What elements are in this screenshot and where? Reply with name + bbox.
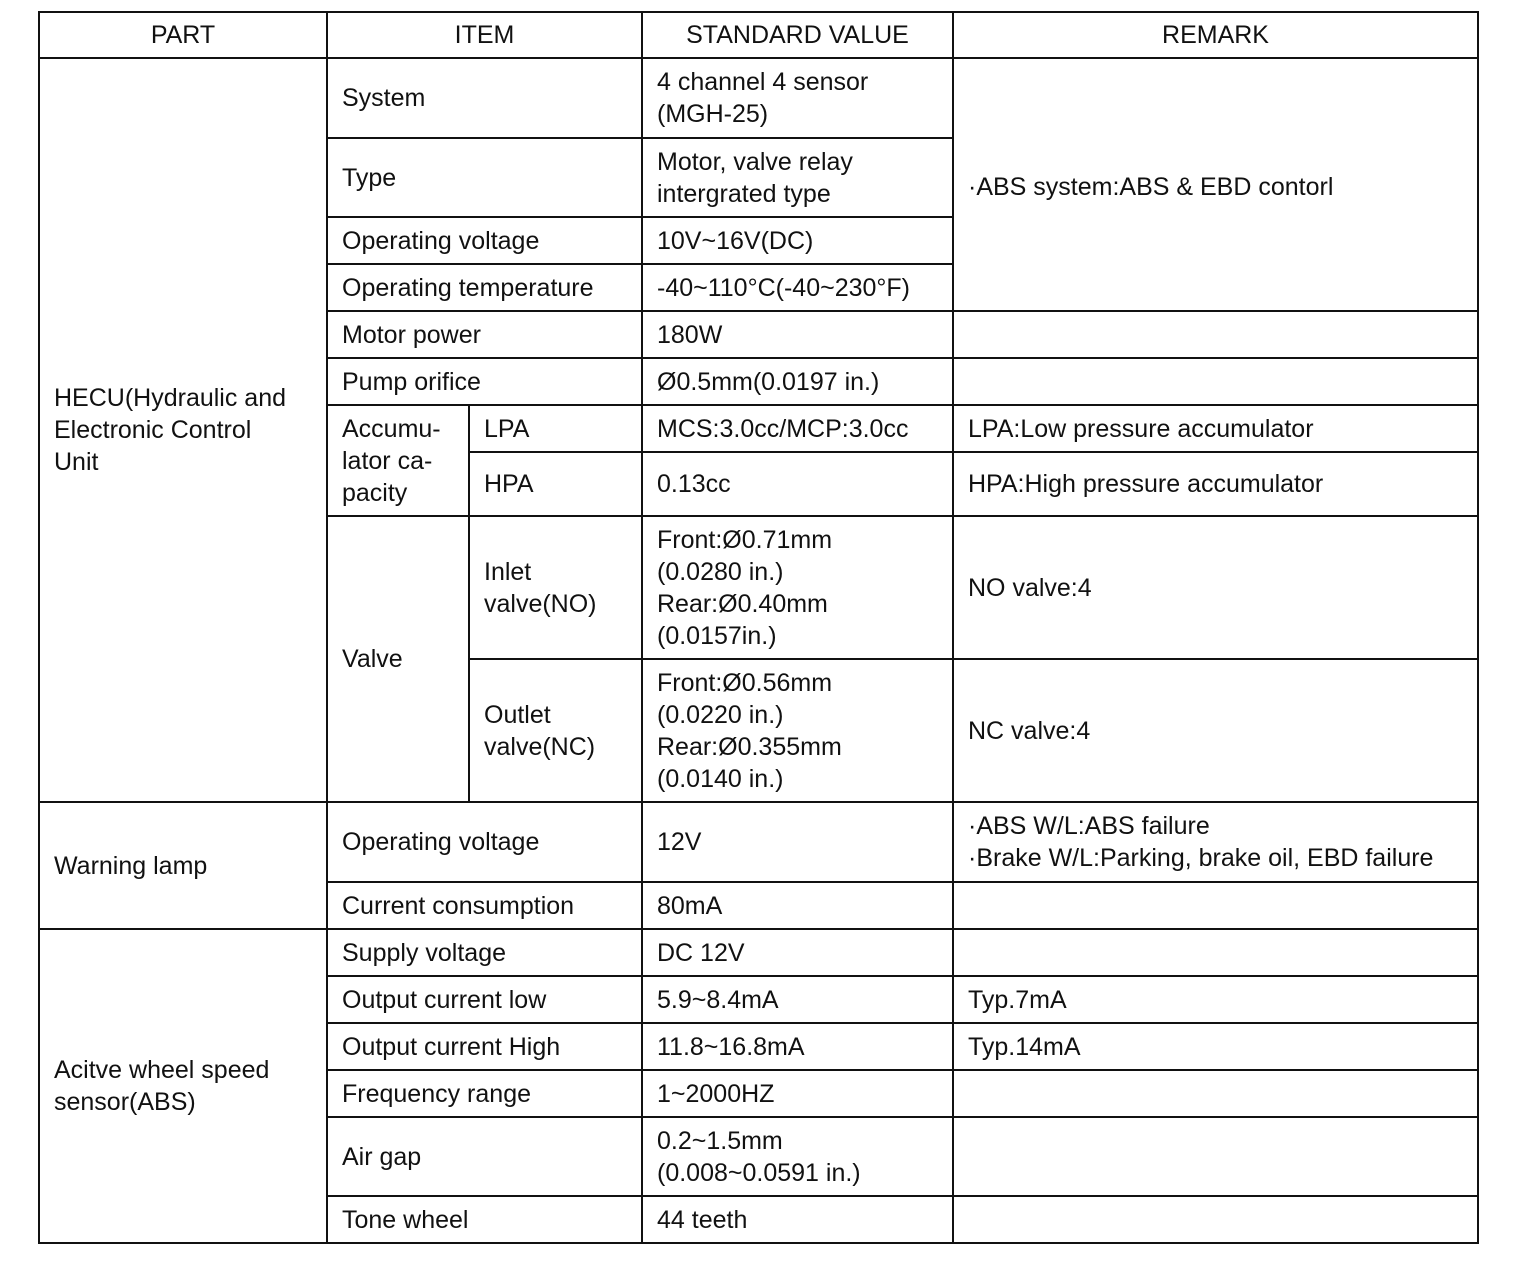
value-warning-operating-voltage: 12V [642,802,953,882]
item-valve: Valve [327,516,469,802]
value-inlet-valve: Front:Ø0.71mm (0.0280 in.) Rear:Ø0.40mm (0.0157in.) [642,516,953,659]
item-lpa: LPA [469,405,642,452]
value-motor-power: 180W [642,311,953,358]
value-current-consumption: 80mA [642,882,953,929]
item-system: System [327,58,642,138]
value-lpa: MCS:3.0cc/MCP:3.0cc [642,405,953,452]
part-wheel-speed-sensor: Acitve wheel speed sensor(ABS) [39,929,327,1243]
item-frequency-range: Frequency range [327,1070,642,1117]
remark-output-current-high: Typ.14mA [953,1023,1478,1070]
table-row [39,802,1478,882]
header-item: ITEM [327,12,642,58]
remark-air-gap [953,1117,1478,1196]
value-operating-temperature: -40~110°C(-40~230°F) [642,264,953,311]
item-tone-wheel: Tone wheel [327,1196,642,1243]
value-tone-wheel: 44 teeth [642,1196,953,1243]
remark-tone-wheel [953,1196,1478,1243]
item-output-current-high: Output current High [327,1023,642,1070]
item-hpa: HPA [469,452,642,516]
value-pump-orifice: Ø0.5mm(0.0197 in.) [642,358,953,405]
item-accumulator-capacity: Accumu- lator ca- pacity [327,405,469,516]
value-hpa: 0.13cc [642,452,953,516]
item-operating-voltage: Operating voltage [327,217,642,264]
item-air-gap: Air gap [327,1117,642,1196]
header-part: PART [39,12,327,58]
value-air-gap: 0.2~1.5mm (0.008~0.0591 in.) [642,1117,953,1196]
item-current-consumption: Current consumption [327,882,642,929]
part-warning-lamp: Warning lamp [39,802,327,929]
remark-abs-system: ·ABS system:ABS & EBD contorl [953,58,1478,311]
value-frequency-range: 1~2000HZ [642,1070,953,1117]
remark-frequency-range [953,1070,1478,1117]
item-pump-orifice: Pump orifice [327,358,642,405]
remark-lpa: LPA:Low pressure accumulator [953,405,1478,452]
remark-output-current-low: Typ.7mA [953,976,1478,1023]
value-operating-voltage: 10V~16V(DC) [642,217,953,264]
remark-warning-lamp: ·ABS W/L:ABS failure ·Brake W/L:Parking, brake oil, EBD failure [953,802,1478,882]
item-inlet-valve: Inlet valve(NO) [469,516,642,659]
remark-outlet-valve: NC valve:4 [953,659,1478,802]
item-motor-power: Motor power [327,311,642,358]
header-standard-value: STANDARD VALUE [642,12,953,58]
remark-inlet-valve: NO valve:4 [953,516,1478,659]
value-outlet-valve: Front:Ø0.56mm (0.0220 in.) Rear:Ø0.355mm (0.0140 in.) [642,659,953,802]
value-output-current-low: 5.9~8.4mA [642,976,953,1023]
value-supply-voltage: DC 12V [642,929,953,976]
table-row [39,58,1478,138]
value-type: Motor, valve relay intergrated type [642,138,953,217]
part-hecu: HECU(Hydraulic and Electronic Control Unit [39,58,327,802]
item-operating-temperature: Operating temperature [327,264,642,311]
item-output-current-low: Output current low [327,976,642,1023]
remark-pump-orifice [953,358,1478,405]
remark-motor-power [953,311,1478,358]
value-output-current-high: 11.8~16.8mA [642,1023,953,1070]
item-outlet-valve: Outlet valve(NC) [469,659,642,802]
remark-current-consumption [953,882,1478,929]
item-type: Type [327,138,642,217]
spec-table [38,11,1479,1244]
header-remark: REMARK [953,12,1478,58]
item-warning-operating-voltage: Operating voltage [327,802,642,882]
value-system: 4 channel 4 sensor (MGH-25) [642,58,953,138]
table-row [39,929,1478,976]
remark-hpa: HPA:High pressure accumulator [953,452,1478,516]
item-supply-voltage: Supply voltage [327,929,642,976]
header-row [39,12,1478,58]
remark-supply-voltage [953,929,1478,976]
